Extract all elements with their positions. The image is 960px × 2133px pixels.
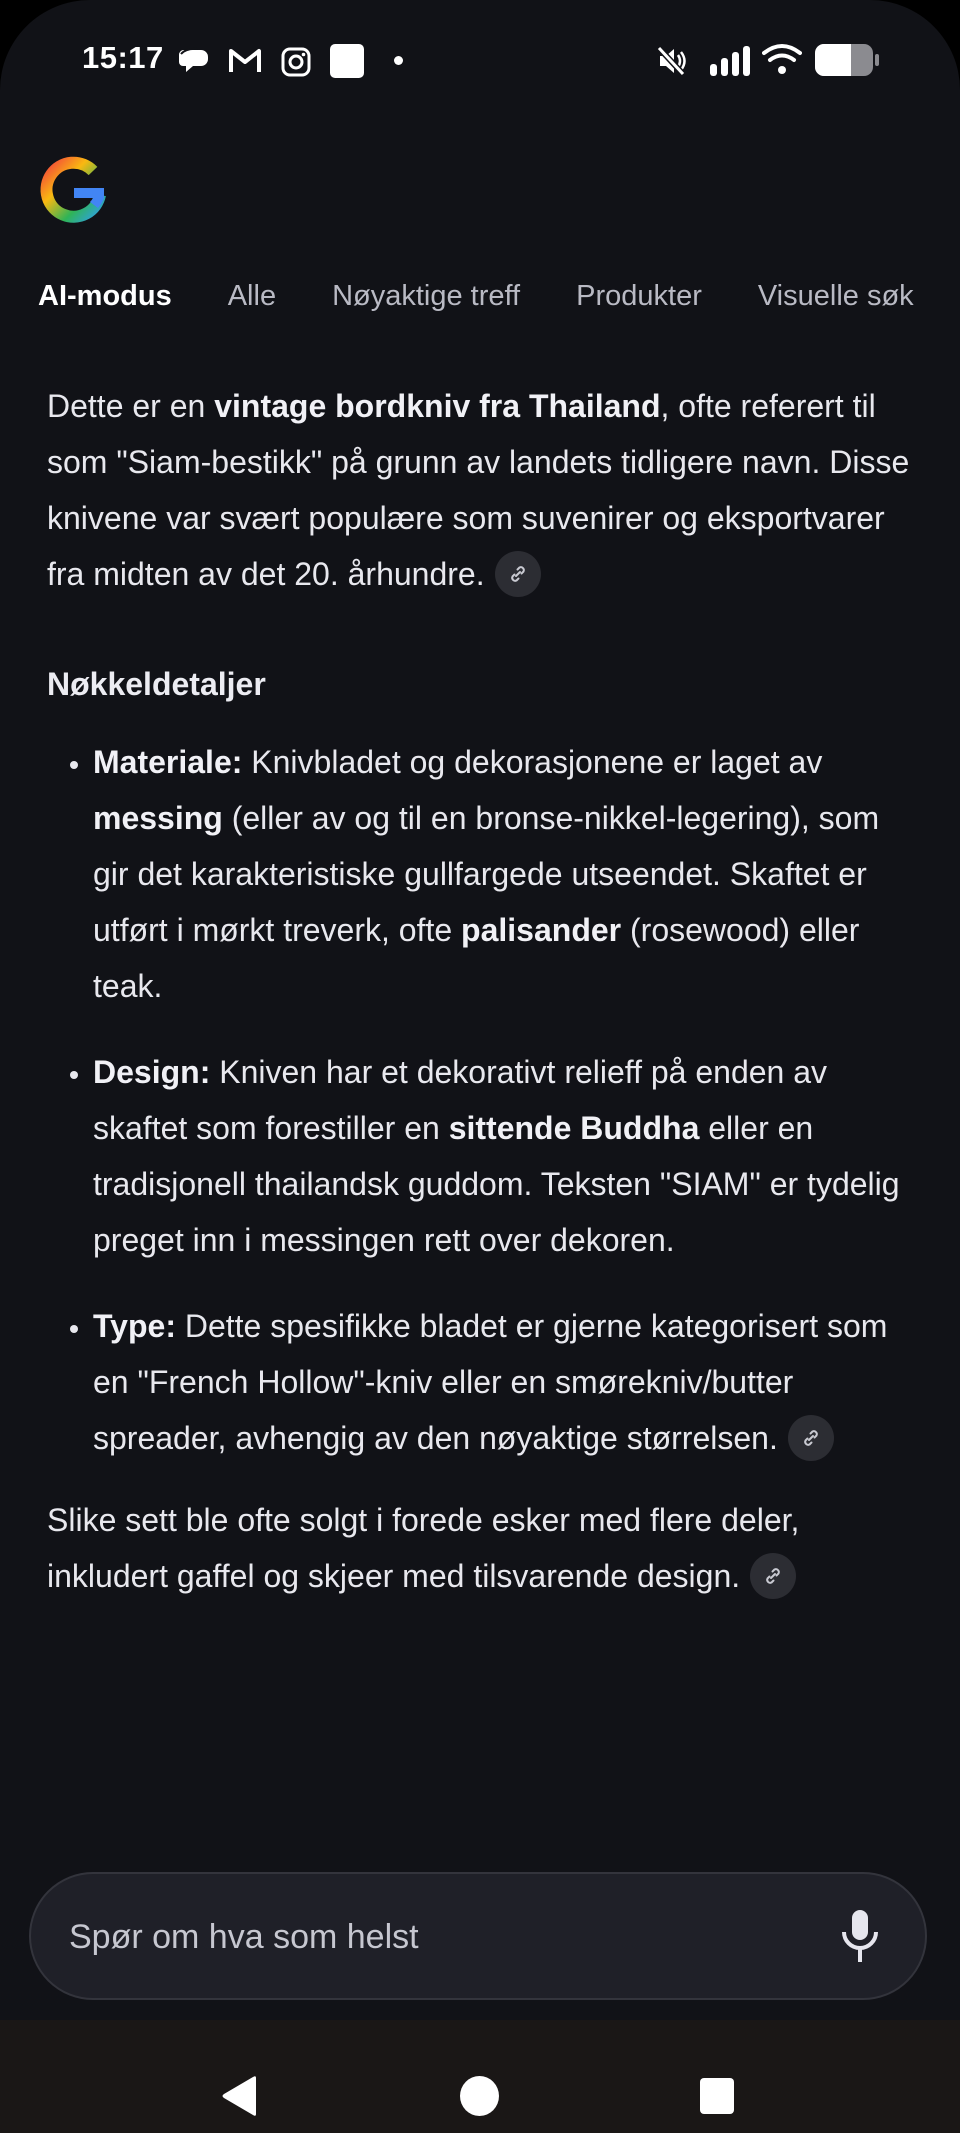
ask-bar — [29, 1872, 927, 2000]
messages-icon — [178, 46, 212, 83]
microphone-icon[interactable] — [835, 1904, 885, 1968]
status-bar — [0, 36, 960, 84]
battery-icon — [815, 44, 879, 81]
list-item-type: • Type: Dette spesifikke bladet er gjerne kategorisert som en "French Hollow"-kniv eller en smørekniv/butter spreader, avhengig av den nøyaktige størrelsen. — [93, 1298, 920, 1466]
tab-exact-matches[interactable]: Nøyaktige treff — [332, 280, 521, 312]
system-nav-bar — [0, 2020, 960, 2133]
search-tabs — [38, 280, 914, 313]
citation-link-button[interactable] — [788, 1415, 834, 1461]
google-logo[interactable] — [38, 155, 108, 225]
instagram-icon — [280, 46, 312, 83]
list-item-material: • Materiale: Knivbladet og dekorasjonene er laget av messing (eller av og til en bronse-nikkel-legering), som gir det karakteristiske gullfargede utseendet. Skaftet er utført i mørkt treverk, ofte palisander (rosewood) eller teak. — [93, 734, 920, 1014]
section-heading: Nøkkeldetaljer — [47, 666, 266, 702]
tab-visual-search[interactable]: Visuelle søk — [757, 280, 914, 312]
tab-products[interactable]: Produkter — [576, 280, 702, 312]
clock: 15:17 — [82, 40, 164, 75]
citation-link-button[interactable] — [750, 1553, 796, 1599]
details-list — [47, 734, 920, 1466]
citation-link-button[interactable] — [495, 551, 541, 597]
more-notifications-dot-icon — [394, 56, 403, 65]
signal-icon — [708, 44, 750, 83]
recents-button[interactable] — [700, 2078, 734, 2114]
link-icon — [508, 564, 528, 584]
notification-square-icon — [330, 44, 364, 78]
wifi-icon — [762, 42, 802, 81]
tab-ai-mode[interactable]: AI-modus — [38, 280, 172, 312]
link-icon — [801, 1428, 821, 1448]
ai-answer — [47, 378, 920, 1604]
tab-all[interactable]: Alle — [227, 280, 277, 312]
closing-paragraph: Slike sett ble ofte solgt i forede esker med flere deler, inkludert gaffel og skjeer med tilsvarende design. — [47, 1492, 920, 1604]
mute-icon — [656, 44, 688, 83]
gmail-icon — [228, 46, 262, 81]
back-button[interactable] — [220, 2075, 260, 2122]
home-button[interactable] — [460, 2076, 499, 2116]
link-icon — [763, 1566, 783, 1586]
intro-paragraph: Dette er en vintage bordkniv fra Thailand, ofte referert til som "Siam-bestikk" på grunn av landets tidligere navn. Disse knivene var svært populære som suvenirer og eksportvarer fra midten av det 20. århundre. — [47, 378, 920, 602]
list-item-design: • Design: Kniven har et dekorativt relieff på enden av skaftet som forestiller en sittende Buddha eller en tradisjonell thailandsk guddom. Teksten "SIAM" er tydelig preget inn i messingen rett over dekoren. — [93, 1044, 920, 1268]
ask-input[interactable] — [67, 1906, 831, 1968]
